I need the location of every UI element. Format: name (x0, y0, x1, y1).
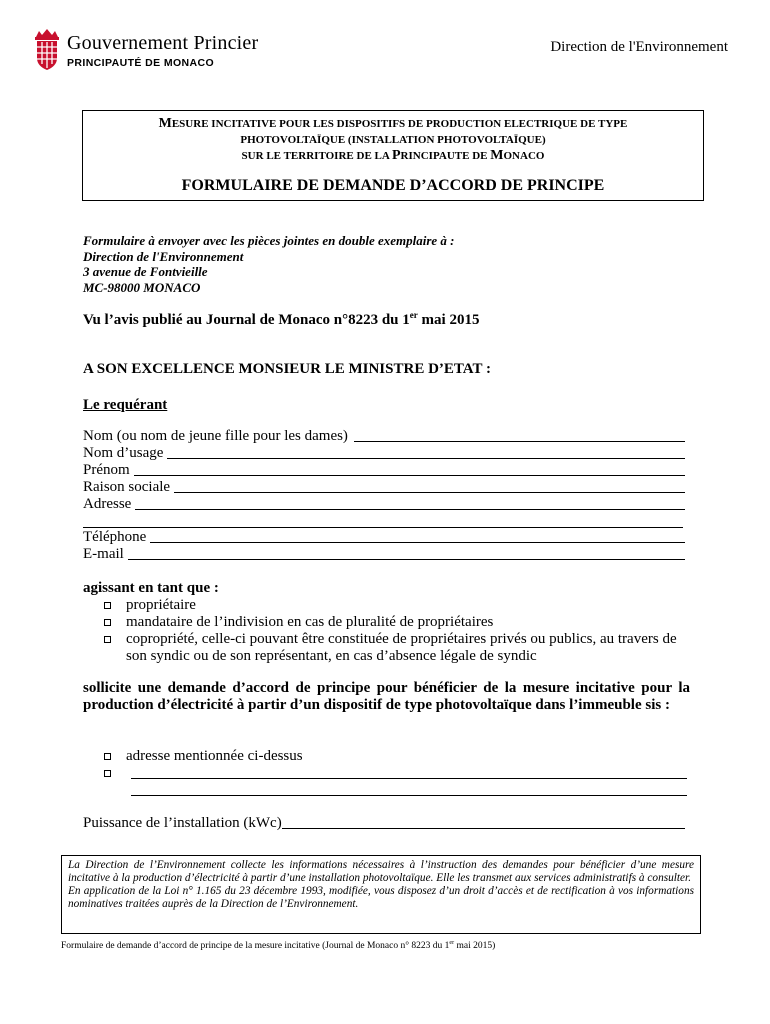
field-nom-usage-line[interactable] (167, 458, 685, 459)
field-nom-usage[interactable] (83, 445, 685, 462)
field-telephone[interactable] (83, 529, 685, 546)
send-info-line-1: Formulaire à envoyer avec les pièces jointes en double exemplaire à : (83, 233, 455, 248)
notice-text: Vu l’avis publié au Journal de Monaco n°8223 du 1 (83, 312, 410, 328)
option-copropriete-label: copropriété, celle-ci pouvant être constituée de propriétaires privés ou publics, au travers de son syndic ou de son représentant, en cas d’absence légale de syndic (126, 631, 677, 664)
title-line-1: MESURE INCITATIVE POUR LES DISPOSITIFS DE PRODUCTION ELECTRIQUE DE TYPE (158, 116, 628, 131)
field-email-line[interactable] (128, 559, 685, 560)
minister-salutation: A SON EXCELLENCE MONSIEUR LE MINISTRE D’ETAT : (83, 361, 491, 377)
footer-text: Formulaire de demande d’accord de principe de la mesure incitative (Journal de Monaco n° 8223 du 1 (61, 941, 450, 952)
checkbox-icon[interactable] (104, 602, 111, 609)
title-box (82, 110, 704, 201)
send-info-line-2: Direction de l'Environnement (83, 248, 244, 264)
footer-text-end: mai 2015) (454, 941, 496, 952)
government-title: Gouvernement Princier (67, 32, 259, 54)
department-name: Direction de l'Environnement (550, 39, 728, 55)
field-prenom[interactable] (83, 462, 685, 479)
field-puissance-label: Puissance de l’installation (kWc) (83, 815, 282, 831)
field-email[interactable] (83, 546, 685, 563)
privacy-notice-box (61, 855, 701, 934)
privacy-notice-paragraph-1: La Direction de l’Environnement collecte les informations nécessaires à l’instruction des demandes pour bénéficier d’une mesure incitative à la production d’électricité à partir d’une installation photovoltaïque. Elle les transmet aux services administratifs à consulter. (68, 859, 694, 884)
crown-shield-logo-icon (33, 28, 61, 72)
field-nom-line[interactable] (354, 441, 685, 442)
field-raison-sociale-line[interactable] (174, 492, 685, 493)
checkbox-icon[interactable] (104, 753, 111, 760)
page-footer (61, 940, 495, 951)
checkbox-icon[interactable] (104, 636, 111, 643)
send-info-line-4: MC-98000 MONACO (83, 279, 201, 295)
option-copropriete[interactable] (104, 631, 686, 665)
option-address-above-label: adresse mentionnée ci-dessus (126, 748, 303, 764)
field-nom-usage-label: Nom d’usage (83, 445, 164, 461)
option-proprietaire-label: propriétaire (126, 597, 196, 613)
other-address-line-2[interactable] (131, 795, 687, 796)
field-adresse-line[interactable] (135, 509, 685, 510)
field-puissance-line[interactable] (282, 828, 685, 829)
title-line-2: PHOTOVOLTAÏQUE (INSTALLATION PHOTOVOLTAÏQUE) (240, 134, 546, 146)
field-raison-sociale[interactable] (83, 479, 685, 496)
option-other-address[interactable] (104, 765, 126, 777)
field-telephone-line[interactable] (150, 542, 685, 543)
requerant-heading: Le requérant (83, 397, 168, 413)
notice-text-end: mai 2015 (417, 312, 480, 328)
form-title: FORMULAIRE DE DEMANDE D’ACCORD DE PRINCIPE (181, 177, 605, 194)
field-adresse-line-2[interactable] (83, 527, 683, 528)
other-address-line-1[interactable] (131, 778, 687, 779)
option-address-above[interactable] (104, 748, 303, 765)
field-nom-label: Nom (ou nom de jeune fille pour les dames) (83, 428, 348, 444)
option-mandataire[interactable] (104, 614, 493, 631)
send-info (83, 233, 455, 295)
option-mandataire-label: mandataire de l’indivision en cas de pluralité de propriétaires (126, 614, 494, 630)
field-prenom-line[interactable] (134, 475, 685, 476)
government-subtitle: PRINCIPAUTÉ DE MONACO (67, 57, 215, 69)
option-proprietaire[interactable] (104, 597, 196, 614)
solicit-statement: sollicite une demande d’accord de principe pour bénéficier de la mesure incitative pour la production d’électricité à partir d’un dispositif de type photovoltaïque dans l’immeuble sis : (83, 680, 690, 713)
journal-notice (83, 310, 479, 329)
field-nom[interactable] (83, 428, 685, 445)
field-telephone-label: Téléphone (83, 529, 147, 545)
field-raison-sociale-label: Raison sociale (83, 479, 171, 495)
acting-as-heading: agissant en tant que : (83, 580, 219, 596)
checkbox-icon[interactable] (104, 619, 111, 626)
notice-sup: er (409, 310, 418, 320)
privacy-notice-paragraph-2: En application de la Loi n° 1.165 du 23 décembre 1993, modifiée, vous disposez d’un droit d’accès et de rectification à vos informations nominatives traitées auprès de la Direction de l’Environnement. (68, 885, 694, 910)
title-line-3: SUR LE TERRITOIRE DE LA PRINCIPAUTE DE MONACO (241, 148, 545, 163)
field-prenom-label: Prénom (83, 462, 130, 478)
field-adresse[interactable] (83, 496, 685, 513)
field-email-label: E-mail (83, 546, 124, 562)
footer-sup: er (449, 940, 455, 946)
send-info-line-3: 3 avenue de Fontvieille (83, 264, 208, 279)
field-adresse-label: Adresse (83, 496, 132, 512)
field-puissance[interactable] (83, 815, 685, 832)
checkbox-icon[interactable] (104, 770, 111, 777)
